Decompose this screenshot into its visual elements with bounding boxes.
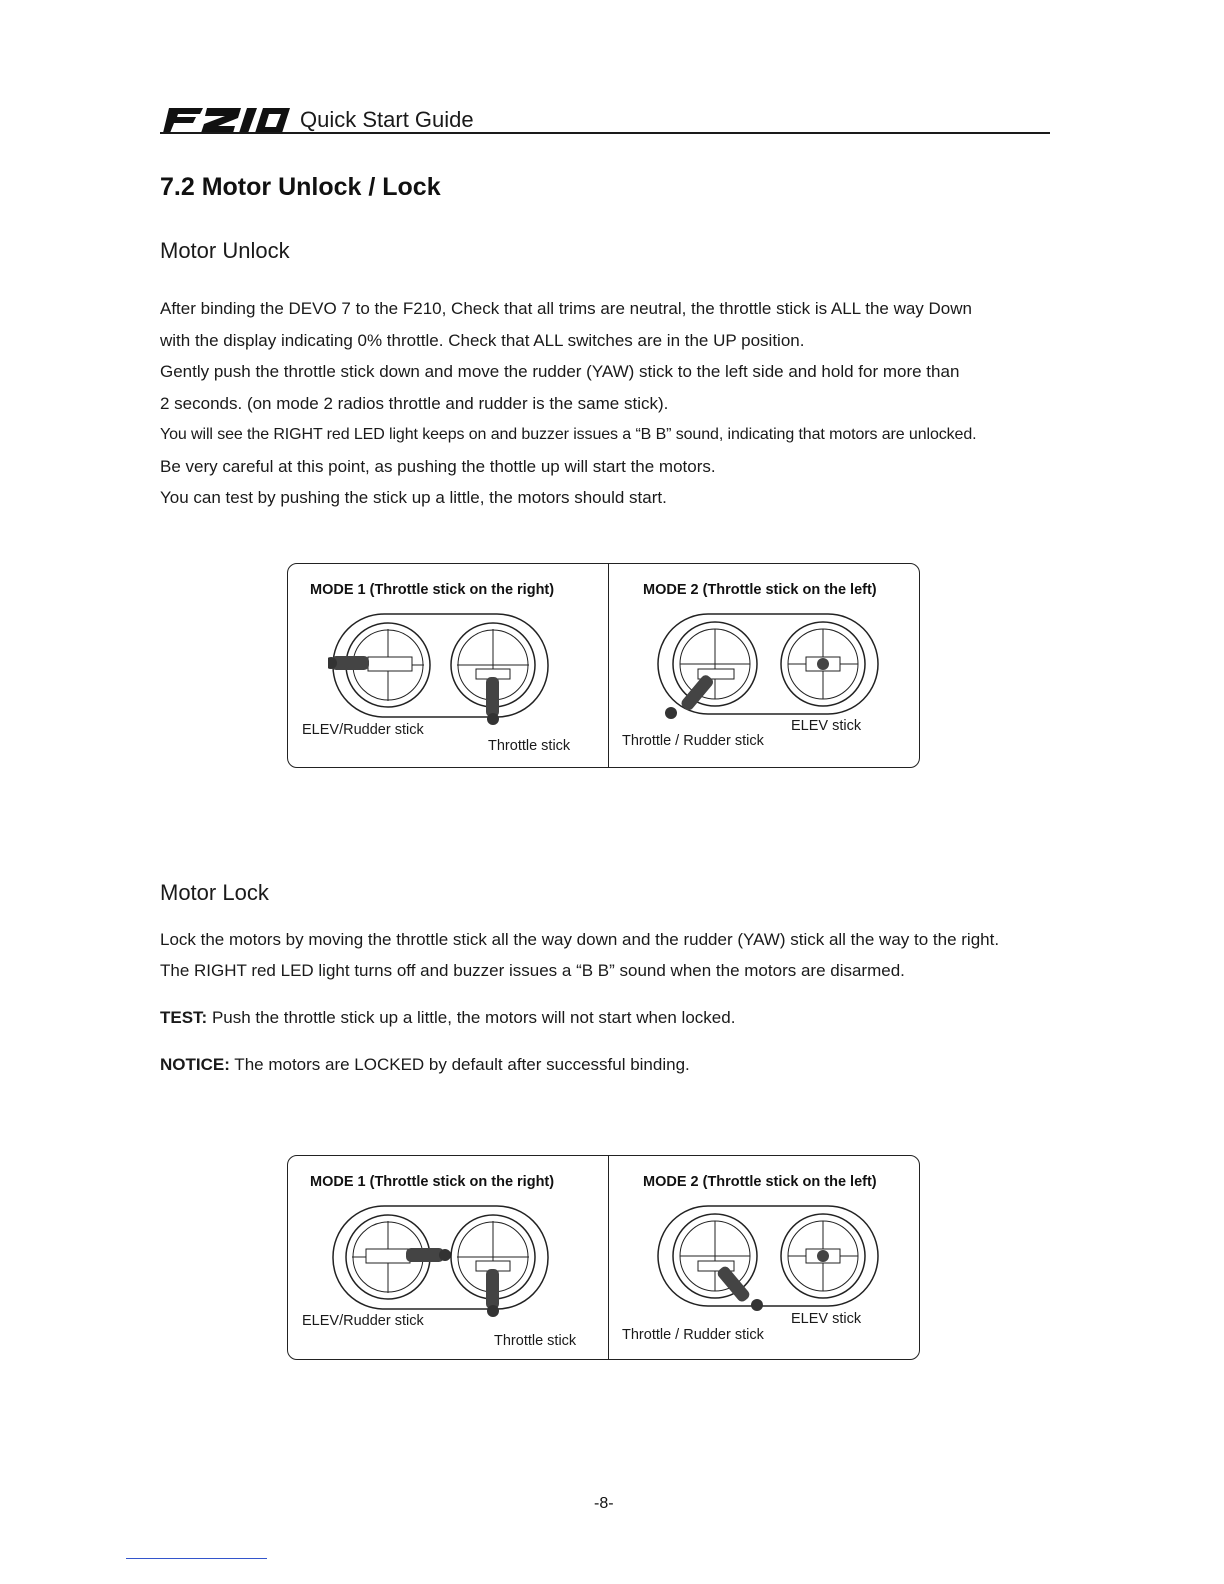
unlock-stick-diagram bbox=[287, 563, 920, 768]
section-title: 7.2 Motor Unlock / Lock bbox=[160, 173, 441, 201]
page-number: -8- bbox=[594, 1495, 614, 1512]
test-note bbox=[160, 1008, 735, 1028]
unlock-line-2: with the display indicating 0% throttle. Check that ALL switches are in the UP position. bbox=[160, 331, 805, 350]
lock-heading: Motor Lock bbox=[160, 880, 269, 905]
mode2-title: MODE 2 (Throttle stick on the left) bbox=[643, 582, 877, 598]
footer-link-underline bbox=[126, 1558, 267, 1559]
mode2-right-caption: ELEV stick bbox=[791, 1311, 862, 1327]
header-rule bbox=[160, 132, 1050, 134]
unlock-line-6: Be very careful at this point, as pushing the thottle up will start the motors. bbox=[160, 457, 716, 476]
unlock-line-3: Gently push the throttle stick down and move the rudder (YAW) stick to the left side and hold for more than bbox=[160, 362, 960, 381]
mode1-right-caption: Throttle stick bbox=[494, 1333, 577, 1349]
panel-divider bbox=[608, 1156, 609, 1359]
notice-text: The motors are LOCKED by default after successful binding. bbox=[229, 1055, 690, 1074]
mode2-left-caption: Throttle / Rudder stick bbox=[622, 733, 764, 749]
mode1-left-caption: ELEV/Rudder stick bbox=[302, 1313, 424, 1329]
lock-line-2: The RIGHT red LED light turns off and buzzer issues a “B B” sound when the motors are disarmed. bbox=[160, 961, 905, 980]
mode1-right-caption: Throttle stick bbox=[488, 738, 571, 754]
mode1-title: MODE 1 (Throttle stick on the right) bbox=[310, 1174, 555, 1190]
mode1-left-caption: ELEV/Rudder stick bbox=[302, 722, 424, 738]
f210-logo bbox=[163, 100, 291, 134]
unlock-line-4: 2 seconds. (on mode 2 radios throttle and rudder is the same stick). bbox=[160, 394, 669, 413]
mode1-transmitter-icon bbox=[328, 609, 558, 729]
mode2-transmitter-icon bbox=[653, 609, 883, 729]
unlock-line-7: You can test by pushing the stick up a little, the motors should start. bbox=[160, 488, 667, 507]
test-label: TEST: bbox=[160, 1008, 208, 1027]
notice-label: NOTICE: bbox=[160, 1055, 230, 1074]
guide-title: Quick Start Guide bbox=[300, 107, 474, 132]
lock-stick-diagram bbox=[287, 1155, 920, 1360]
unlock-line-5: You will see the RIGHT red LED light keeps on and buzzer issues a “B B” sound, indicating that motors are unlocked. bbox=[160, 426, 977, 443]
mode1-transmitter-icon bbox=[328, 1201, 558, 1321]
unlock-heading: Motor Unlock bbox=[160, 238, 290, 263]
mode2-title: MODE 2 (Throttle stick on the left) bbox=[643, 1174, 877, 1190]
mode2-transmitter-icon bbox=[653, 1201, 883, 1321]
mode1-title: MODE 1 (Throttle stick on the right) bbox=[310, 582, 555, 598]
unlock-line-1: After binding the DEVO 7 to the F210, Check that all trims are neutral, the throttle stick is ALL the way Down bbox=[160, 299, 972, 318]
mode2-right-caption: ELEV stick bbox=[791, 718, 862, 734]
lock-line-1: Lock the motors by moving the throttle stick all the way down and the rudder (YAW) stick all the way to the right. bbox=[160, 930, 1000, 949]
panel-divider bbox=[608, 564, 609, 767]
test-text: Push the throttle stick up a little, the motors will not start when locked. bbox=[207, 1008, 736, 1027]
mode2-left-caption: Throttle / Rudder stick bbox=[622, 1327, 764, 1343]
notice-note bbox=[160, 1055, 690, 1075]
